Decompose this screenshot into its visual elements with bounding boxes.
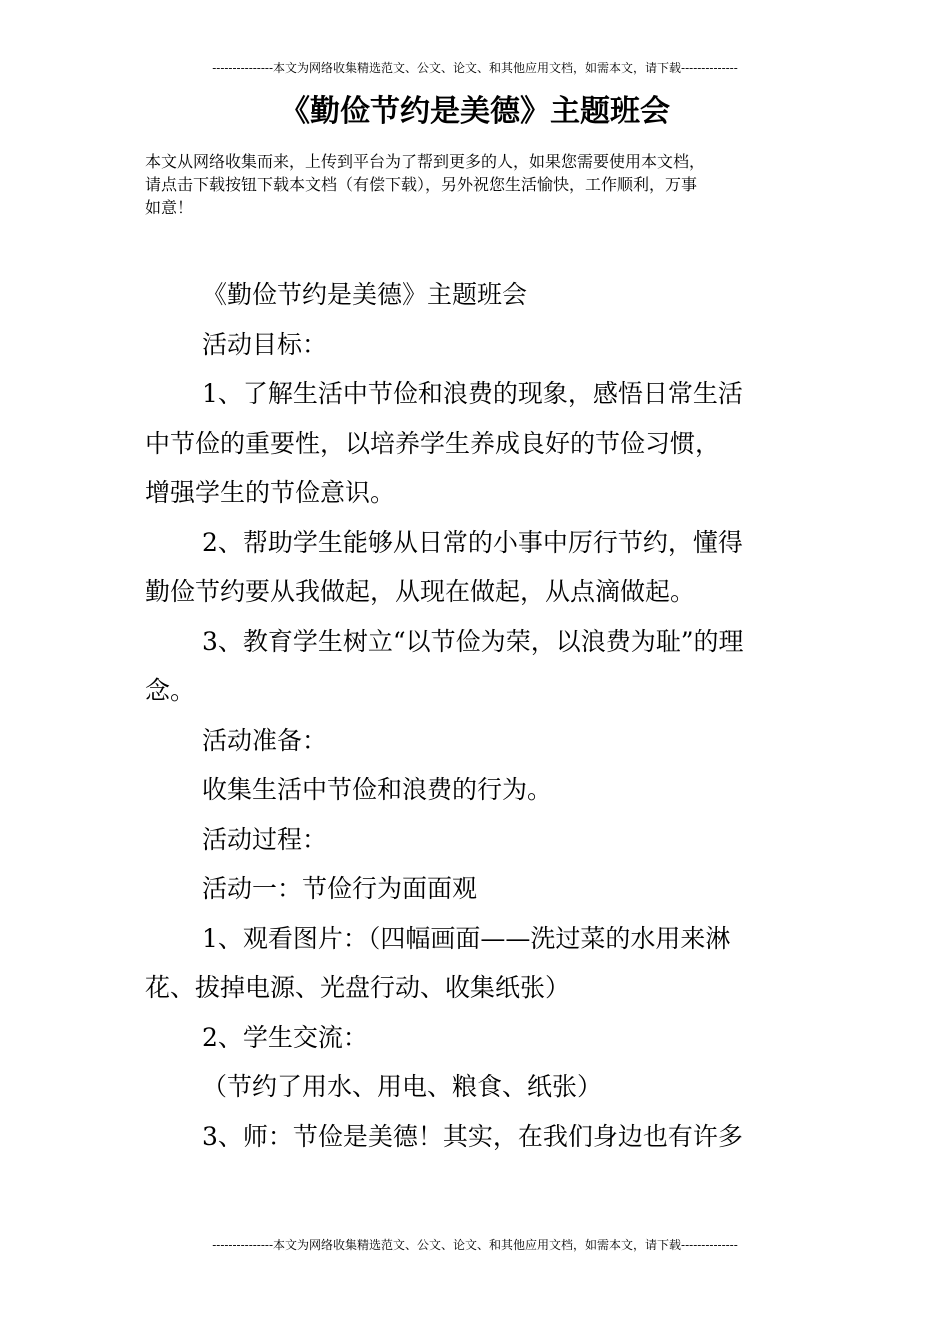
body-line: 念。 [145, 676, 196, 705]
notice-line: 请点击下载按钮下载本文档（有偿下载），另外祝您生活愉快，工作顺利，万事 [145, 175, 698, 194]
body-line: 收集生活中节俭和浪费的行为。 [202, 775, 553, 804]
body-line: 2、帮助学生能够从日常的小事中厉行节约，懂得 [202, 527, 743, 557]
document-body [145, 270, 825, 1161]
body-line: 3、师：节俭是美德！其实，在我们身边也有许多 [202, 1121, 743, 1151]
body-line: 中节俭的重要性，以培养学生养成良好的节俭习惯， [145, 428, 721, 458]
body-line: （节约了用水、用电、粮食、纸张） [202, 1072, 603, 1101]
section-heading: 活动一：节俭行为面面观 [202, 874, 478, 903]
body-line: 花、拔掉电源、光盘行动、收集纸张） [145, 973, 571, 1002]
body-line: 勤俭节约要从我做起，从现在做起，从点滴做起。 [145, 577, 696, 606]
download-notice [145, 150, 815, 219]
section-heading: 活动过程： [202, 824, 328, 854]
document-title: 《勤俭节约是美德》主题班会 [280, 94, 670, 129]
body-line: 1、观看图片：（四幅画面——洗过菜的水用来淋 [202, 923, 731, 953]
body-line: 增强学生的节俭意识。 [145, 478, 396, 507]
section-heading: 活动准备： [202, 725, 328, 755]
header-banner: ---------------本文为网络收集精选范文、公文、论文、和其他应用文档，如需本文，请下载-------------- [212, 61, 738, 75]
body-line: 1、了解生活中节俭和浪费的现象，感悟日常生活 [202, 379, 743, 408]
body-line: 3、教育学生树立“以节俭为荣，以浪费为耻”的理 [202, 626, 744, 656]
notice-line: 本文从网络收集而来，上传到平台为了帮到更多的人，如果您需要使用本文档， [145, 152, 706, 171]
footer-banner: ---------------本文为网络收集精选范文、公文、论文、和其他应用文档，如需本文，请下载-------------- [212, 1238, 738, 1252]
body-heading: 《勤俭节约是美德》主题班会 [202, 280, 528, 309]
body-line: 2、学生交流： [202, 1022, 368, 1052]
section-heading: 活动目标： [202, 329, 328, 359]
notice-line: 如意！ [145, 198, 194, 217]
